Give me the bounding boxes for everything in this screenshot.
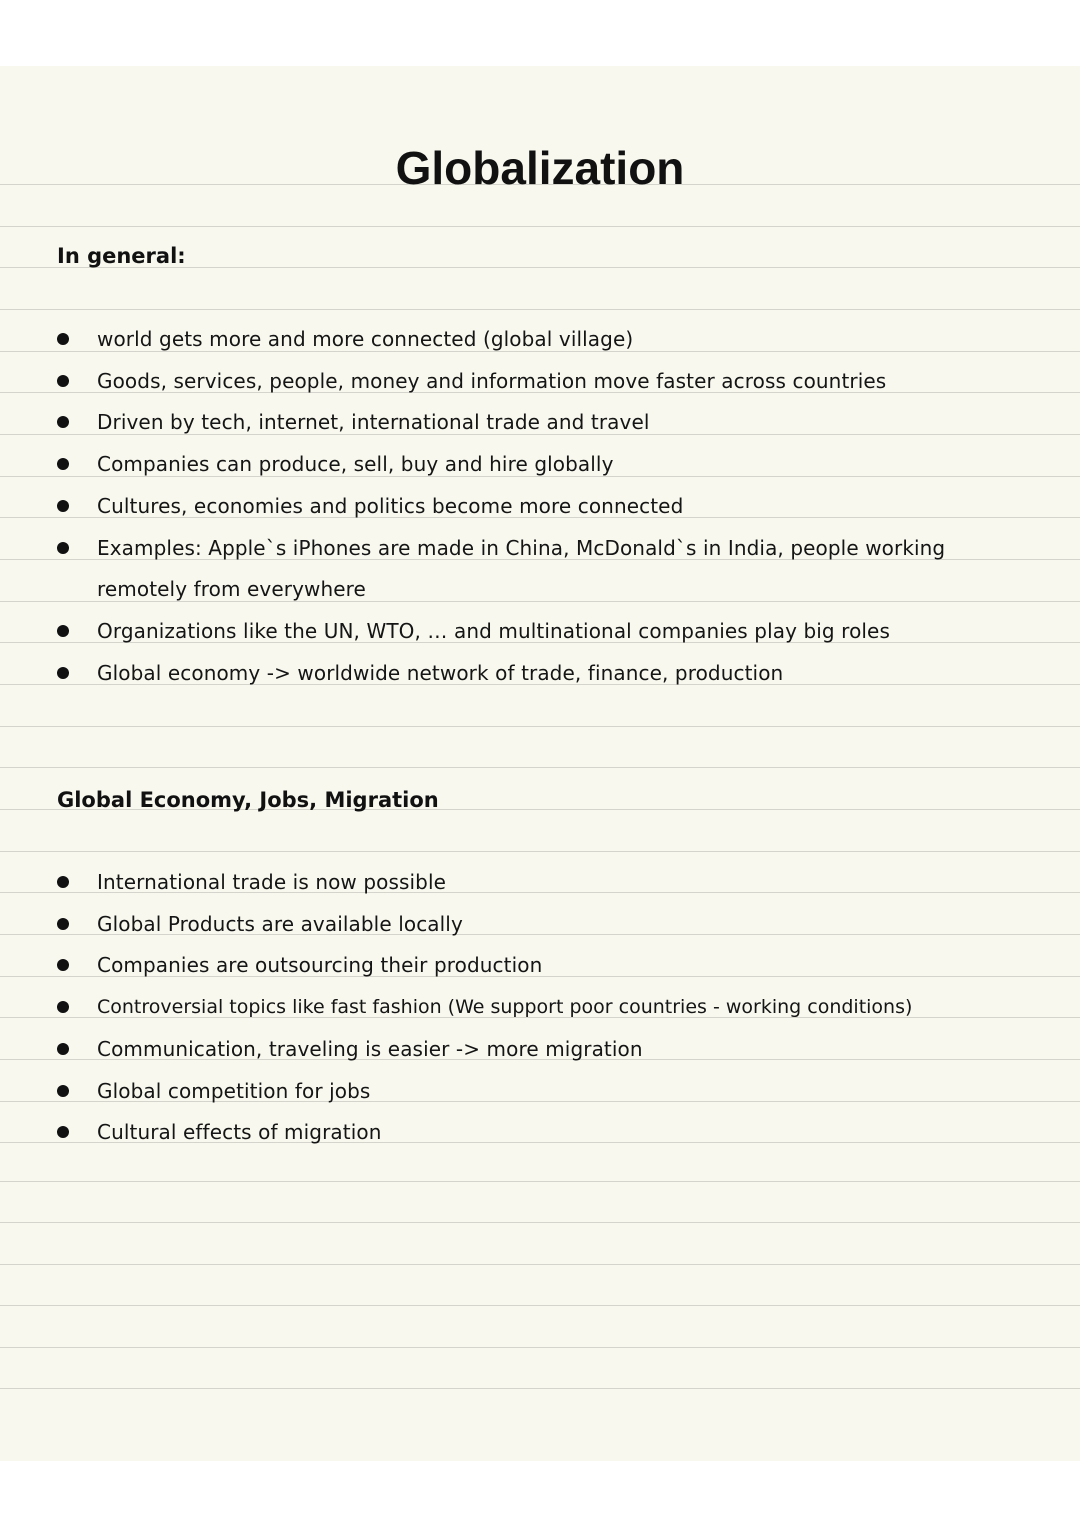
list-item-text: Companies are outsourcing their production (97, 953, 543, 978)
bullet-icon (57, 1126, 69, 1138)
list-item (57, 862, 1047, 904)
list-item-text: Companies can produce, sell, buy and hire globally (97, 452, 614, 477)
global-economy-list (57, 862, 1047, 1154)
bullet-icon (57, 458, 69, 470)
page-title: Globalization (395, 142, 685, 194)
list-item (57, 402, 1047, 444)
bullet-icon (57, 1001, 69, 1013)
list-item-text: Goods, services, people, money and information move faster across countries (97, 368, 887, 393)
list-item (57, 945, 1047, 987)
lined-paper (0, 66, 1080, 1461)
list-item (57, 444, 1047, 486)
bullet-icon (57, 416, 69, 428)
bullet-icon (57, 959, 69, 971)
list-item (57, 987, 1047, 1029)
list-item (57, 904, 1047, 946)
list-item-text: Global competition for jobs (97, 1078, 371, 1103)
list-item (57, 1071, 1047, 1113)
list-item (57, 528, 1047, 611)
list-item-text: Global economy -> worldwide network of trade, finance, production (97, 660, 784, 685)
section-heading-global-economy: Global Economy, Jobs, Migration (57, 788, 439, 812)
list-item (57, 361, 1047, 403)
section-heading-in-general: In general: (57, 244, 186, 268)
list-item-text: Controversial topics like fast fashion (We support poor countries - working conditions) (97, 996, 913, 1019)
ruled-lines (0, 66, 1080, 1461)
list-item-text: Cultures, economies and politics become more connected (97, 493, 684, 518)
bullet-icon (57, 542, 69, 554)
bullet-icon (57, 667, 69, 679)
page-top-margin (0, 0, 1080, 66)
bullet-icon (57, 1085, 69, 1097)
list-item (57, 653, 1047, 695)
list-item-text: International trade is now possible (97, 870, 447, 894)
list-item-text: Global Products are available locally (97, 911, 463, 936)
list-item (57, 611, 1047, 653)
in-general-list (57, 319, 1047, 694)
list-item-text: Organizations like the UN, WTO, … and multinational companies play big roles (97, 618, 890, 643)
bullet-icon (57, 500, 69, 512)
list-item-text: Cultural effects of migration (97, 1120, 382, 1145)
bullet-icon (57, 1043, 69, 1055)
list-item (57, 319, 1047, 361)
list-item-text: Examples: Apple`s iPhones are made in China, McDonald`s in India, people working remotely from everywhere (97, 535, 946, 602)
list-item-text: Driven by tech, internet, international trade and travel (97, 410, 650, 435)
list-item (57, 486, 1047, 528)
list-item-text: Communication, traveling is easier -> more migration (97, 1036, 643, 1061)
list-item (57, 1029, 1047, 1071)
page-bottom-margin (0, 1461, 1080, 1527)
list-item (57, 1112, 1047, 1154)
bullet-icon (57, 333, 69, 345)
bullet-icon (57, 918, 69, 930)
list-item-text: world gets more and more connected (global village) (97, 327, 634, 351)
bullet-icon (57, 625, 69, 637)
bullet-icon (57, 375, 69, 387)
bullet-icon (57, 876, 69, 888)
